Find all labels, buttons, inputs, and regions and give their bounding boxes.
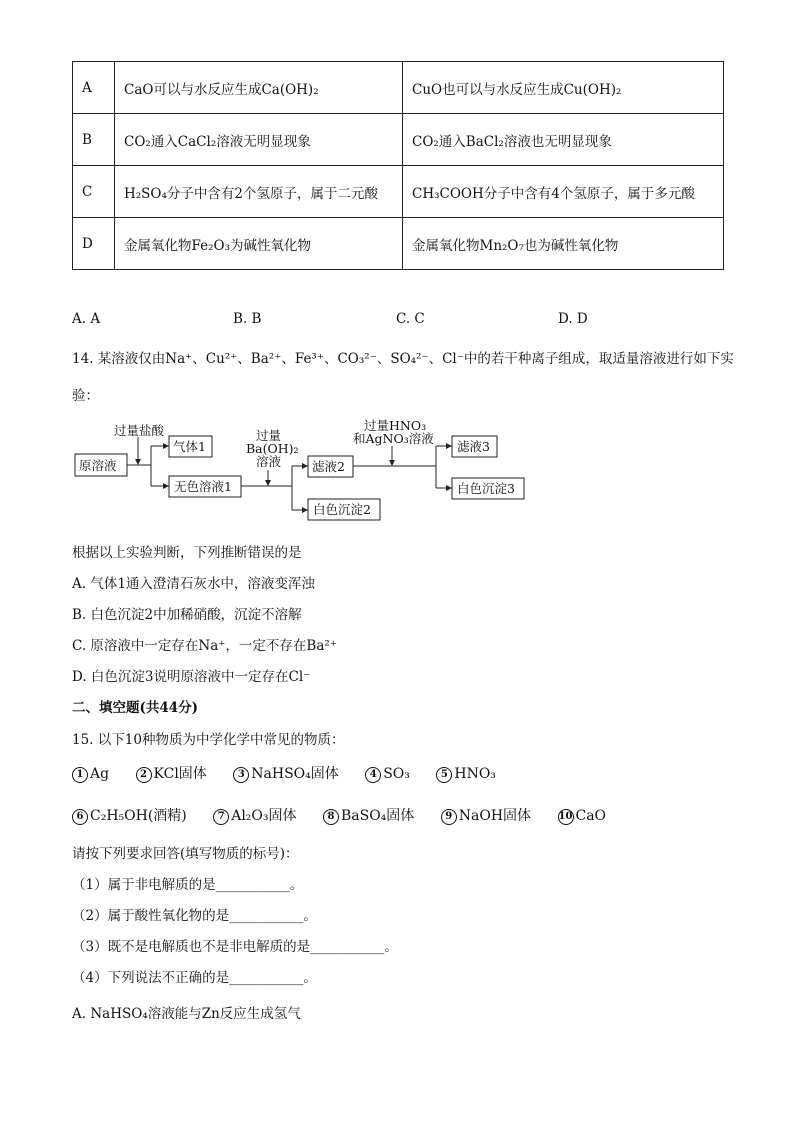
number-circle-icon: 5 bbox=[436, 767, 452, 783]
row-label: C bbox=[73, 166, 115, 218]
q14-option-c[interactable]: C. 原溶液中一定存在Na⁺，一定不存在Ba²⁺ bbox=[72, 638, 337, 654]
arrow-icon bbox=[389, 460, 395, 466]
number-circle-icon: 3 bbox=[233, 767, 249, 783]
row-label: D bbox=[73, 218, 115, 270]
reagent3-line2: 和AgNO₃溶液 bbox=[353, 431, 434, 446]
q15-subquestion-4: （4）下列说法不正确的是___________。 bbox=[72, 970, 317, 986]
arrow-icon bbox=[135, 459, 141, 465]
section-heading: 二、填空题(共44分) bbox=[72, 700, 199, 716]
row-right-cell: CuO也可以与水反应生成Cu(OH)₂ bbox=[403, 62, 724, 114]
reagent2-line3: 溶液 bbox=[256, 454, 282, 469]
number-circle-icon: 9 bbox=[441, 809, 457, 825]
number-circle-icon: 2 bbox=[136, 767, 152, 783]
substance-text: Al₂O₃固体 bbox=[231, 808, 297, 824]
substance-text: HNO₃ bbox=[454, 766, 496, 782]
q13-option-c[interactable]: C. C bbox=[396, 311, 425, 327]
gas1-label: 气体1 bbox=[173, 439, 206, 454]
substance-text: BaSO₄固体 bbox=[340, 808, 415, 824]
reagent1-label: 过量盐酸 bbox=[114, 423, 165, 438]
q13-option-a[interactable]: A. A bbox=[72, 311, 101, 327]
arrow-icon bbox=[446, 443, 452, 449]
arrow-icon bbox=[446, 485, 452, 491]
q15-instruction: 请按下列要求回答(填写物质的标号)： bbox=[72, 846, 299, 862]
substance-text: NaHSO₄固体 bbox=[251, 766, 339, 782]
start-solution-label: 原溶液 bbox=[79, 458, 117, 473]
reagent2-line2: Ba(OH)₂ bbox=[246, 441, 299, 456]
q14-stem-line1: 14. 某溶液仅由Na⁺、Cu²⁺、Ba²⁺、Fe³⁺、CO₃²⁻、SO₄²⁻、Cl⁻中的若干种离子组成，取适量溶液进行如下实 bbox=[72, 351, 734, 367]
q14-option-a[interactable]: A. 气体1通入澄清石灰水中，溶液变浑浊 bbox=[72, 576, 315, 592]
row-left-cell: 金属氧化物Fe₂O₃为碱性氧化物 bbox=[115, 218, 403, 270]
q13-option-d[interactable]: D. D bbox=[558, 311, 588, 327]
q15-option-a[interactable]: A. NaHSO₄溶液能与Zn反应生成氢气 bbox=[72, 1006, 301, 1022]
reagent3-line1: 过量HNO₃ bbox=[364, 418, 427, 433]
row-label: A bbox=[73, 62, 115, 114]
substance-item bbox=[136, 763, 207, 783]
substance-item bbox=[72, 805, 187, 825]
substance-item bbox=[72, 766, 109, 783]
arrow-icon bbox=[163, 483, 169, 489]
substances-row-2 bbox=[72, 805, 628, 825]
q14-option-d[interactable]: D. 白色沉淀3说明原溶液中一定存在Cl⁻ bbox=[72, 669, 311, 685]
q15-stem: 15. 以下10种物质为中学化学中常见的物质： bbox=[72, 732, 345, 748]
q13-option-b[interactable]: B. B bbox=[233, 311, 262, 327]
number-circle-icon: 8 bbox=[323, 809, 339, 825]
row-left-cell: CaO可以与水反应生成Ca(OH)₂ bbox=[115, 62, 403, 114]
reagent2-line1: 过量 bbox=[256, 428, 282, 443]
q14-option-b[interactable]: B. 白色沉淀2中加稀硝酸，沉淀不溶解 bbox=[72, 607, 302, 623]
substance-text: Ag bbox=[90, 766, 110, 782]
arrow-icon bbox=[302, 507, 308, 513]
precip2-label: 白色沉淀2 bbox=[313, 502, 371, 517]
row-right-cell: CO₂通入BaCl₂溶液也无明显现象 bbox=[403, 114, 724, 166]
substance-text: C₂H₅OH(酒精) bbox=[90, 808, 187, 824]
substance-item bbox=[436, 766, 496, 783]
number-circle-icon: 10 bbox=[558, 809, 574, 825]
substance-item bbox=[441, 805, 531, 825]
substance-text: KCl固体 bbox=[153, 766, 207, 782]
arrow-icon bbox=[302, 463, 308, 469]
filtrate3-label: 滤液3 bbox=[457, 439, 490, 454]
substances-row-1 bbox=[72, 763, 518, 783]
experiment-flow-diagram bbox=[0, 0, 794, 530]
substance-item bbox=[213, 805, 296, 825]
substance-item bbox=[233, 763, 339, 783]
substance-text: CaO bbox=[575, 808, 607, 824]
substance-text: NaOH固体 bbox=[458, 808, 532, 824]
arrow-icon bbox=[265, 480, 271, 486]
substance-item bbox=[558, 808, 607, 825]
number-circle-icon: 6 bbox=[72, 809, 88, 825]
row-left-cell: CO₂通入CaCl₂溶液无明显现象 bbox=[115, 114, 403, 166]
arrow-icon bbox=[163, 443, 169, 449]
number-circle-icon: 7 bbox=[213, 809, 229, 825]
q15-subquestion-3: （3）既不是电解质也不是非电解质的是___________。 bbox=[72, 939, 398, 955]
substance-text: SO₃ bbox=[383, 766, 410, 782]
substance-item bbox=[365, 766, 410, 783]
q15-subquestion-2: （2）属于酸性氧化物的是___________。 bbox=[72, 908, 317, 924]
solution1-label: 无色溶液1 bbox=[174, 479, 232, 494]
precip3-label: 白色沉淀3 bbox=[457, 481, 515, 496]
row-label: B bbox=[73, 114, 115, 166]
q15-subquestion-1: （1）属于非电解质的是___________。 bbox=[72, 877, 304, 893]
q14-stem-line2: 验： bbox=[72, 388, 99, 404]
row-right-cell: CH₃COOH分子中含有4个氢原子，属于多元酸 bbox=[403, 166, 724, 218]
q14-question: 根据以上实验判断，下列推断错误的是 bbox=[72, 545, 302, 561]
number-circle-icon: 4 bbox=[365, 767, 381, 783]
substance-item bbox=[323, 805, 414, 825]
filtrate2-label: 滤液2 bbox=[312, 459, 345, 474]
row-left-cell: H₂SO₄分子中含有2个氢原子，属于二元酸 bbox=[115, 166, 403, 218]
number-circle-icon: 1 bbox=[72, 767, 88, 783]
row-right-cell: 金属氧化物Mn₂O₇也为碱性氧化物 bbox=[403, 218, 724, 270]
